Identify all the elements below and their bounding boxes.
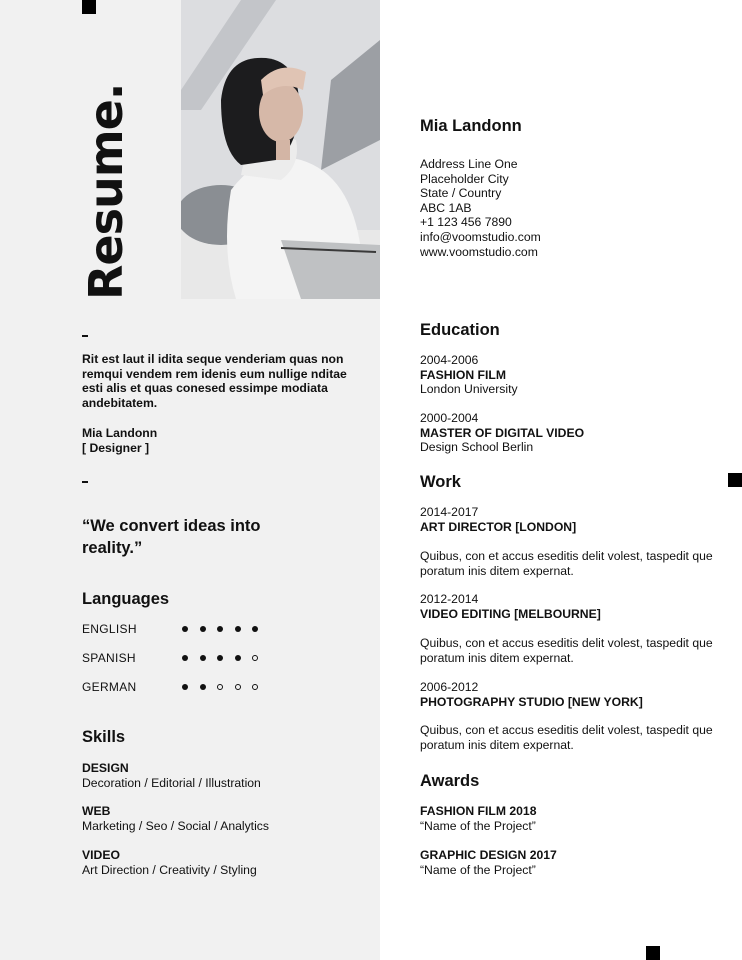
skill-title: VIDEO	[82, 848, 120, 862]
skill-item	[82, 804, 269, 833]
skill-detail: Decoration / Editorial / Illustration	[82, 775, 261, 790]
language-row	[82, 651, 282, 667]
intro-name: Mia Landonn	[82, 426, 158, 440]
decorative-square-top	[82, 0, 96, 14]
website-url: www.voomstudio.com	[420, 244, 538, 259]
level-dot-empty	[252, 655, 258, 661]
work-item	[420, 592, 720, 621]
level-dot-filled	[235, 626, 241, 632]
quote-text: “We convert ideas into reality.”	[82, 517, 261, 557]
contact-name: Mia Landonn	[420, 117, 522, 135]
intro-role: [ Designer ]	[82, 441, 150, 455]
level-dot-filled	[252, 626, 258, 632]
level-dot-empty	[217, 684, 223, 690]
skills-heading: Skills	[82, 728, 126, 746]
skill-title: DESIGN	[82, 761, 129, 775]
languages-heading: Languages	[82, 590, 170, 608]
intro-signature	[82, 426, 157, 456]
education-years: 2000-2004	[420, 411, 479, 425]
intro-text: Rit est laut il idita seque venderiam quas non remqui vendem rem idenis eum nullige nditae esti alis et quas conesed essimpe modiata andebitatem.	[82, 352, 347, 410]
resume-title: Resume.	[79, 83, 133, 300]
education-place: London University	[420, 382, 518, 397]
decorative-square-bottom	[646, 946, 660, 960]
address-line: Placeholder City	[420, 171, 509, 186]
language-level	[182, 684, 258, 690]
work-item	[420, 505, 720, 534]
work-description: Quibus, con et accus eseditis delit volest, taspedit que poratum inis ditem expernat.	[420, 636, 713, 665]
award-title: FASHION FILM 2018	[420, 804, 537, 818]
work-description: Quibus, con et accus eseditis delit volest, taspedit que poratum inis ditem expernat.	[420, 723, 713, 752]
language-row	[82, 680, 282, 696]
address-line: Address Line One	[420, 157, 518, 171]
work-title: ART DIRECTOR [LONDON]	[420, 519, 577, 534]
work-years: 2012-2014	[420, 592, 479, 606]
work-heading: Work	[420, 473, 461, 491]
skill-item	[82, 761, 261, 790]
portrait-photo-icon	[181, 0, 380, 299]
work-description: Quibus, con et accus eseditis delit volest, taspedit que poratum inis ditem expernat.	[420, 549, 713, 578]
education-title: FASHION FILM	[420, 367, 506, 382]
email-address: info@voomstudio.com	[420, 229, 541, 244]
level-dot-filled	[200, 626, 206, 632]
award-title: GRAPHIC DESIGN 2017	[420, 848, 557, 862]
education-years: 2004-2006	[420, 353, 479, 367]
education-title: MASTER OF DIGITAL VIDEO	[420, 425, 585, 440]
education-place: Design School Berlin	[420, 440, 534, 455]
award-project: “Name of the Project”	[420, 862, 536, 877]
award-project: “Name of the Project”	[420, 818, 536, 833]
language-name: ENGLISH	[82, 622, 137, 636]
level-dot-filled	[182, 684, 188, 690]
award-item	[420, 804, 720, 833]
level-dot-filled	[217, 655, 223, 661]
level-dot-filled	[182, 655, 188, 661]
level-dot-empty	[235, 684, 241, 690]
language-name: GERMAN	[82, 680, 137, 694]
address-line: State / Country	[420, 186, 502, 201]
awards-heading: Awards	[420, 772, 480, 790]
address-line: ABC 1AB	[420, 200, 472, 215]
skill-detail: Marketing / Seo / Social / Analytics	[82, 818, 269, 833]
level-dot-filled	[235, 655, 241, 661]
language-level	[182, 626, 258, 632]
work-years: 2006-2012	[420, 680, 479, 694]
decorative-square-right	[728, 473, 742, 487]
language-level	[182, 655, 258, 661]
work-years: 2014-2017	[420, 505, 479, 519]
contact-details	[420, 157, 541, 259]
divider-dash	[82, 481, 88, 483]
level-dot-filled	[217, 626, 223, 632]
language-name: SPANISH	[82, 651, 136, 665]
work-item	[420, 680, 720, 709]
level-dot-filled	[200, 655, 206, 661]
education-item	[420, 353, 720, 397]
level-dot-filled	[182, 626, 188, 632]
profile-photo	[181, 0, 380, 299]
work-title: VIDEO EDITING [MELBOURNE]	[420, 606, 601, 621]
work-title: PHOTOGRAPHY STUDIO [NEW YORK]	[420, 694, 643, 709]
level-dot-empty	[252, 684, 258, 690]
divider-dash	[82, 335, 88, 337]
award-item	[420, 848, 720, 877]
language-row	[82, 622, 282, 638]
level-dot-filled	[200, 684, 206, 690]
skill-title: WEB	[82, 804, 111, 818]
phone-number: +1 123 456 7890	[420, 215, 512, 230]
education-heading: Education	[420, 321, 500, 339]
education-item	[420, 411, 720, 455]
skill-item	[82, 848, 257, 877]
skill-detail: Art Direction / Creativity / Styling	[82, 862, 257, 877]
